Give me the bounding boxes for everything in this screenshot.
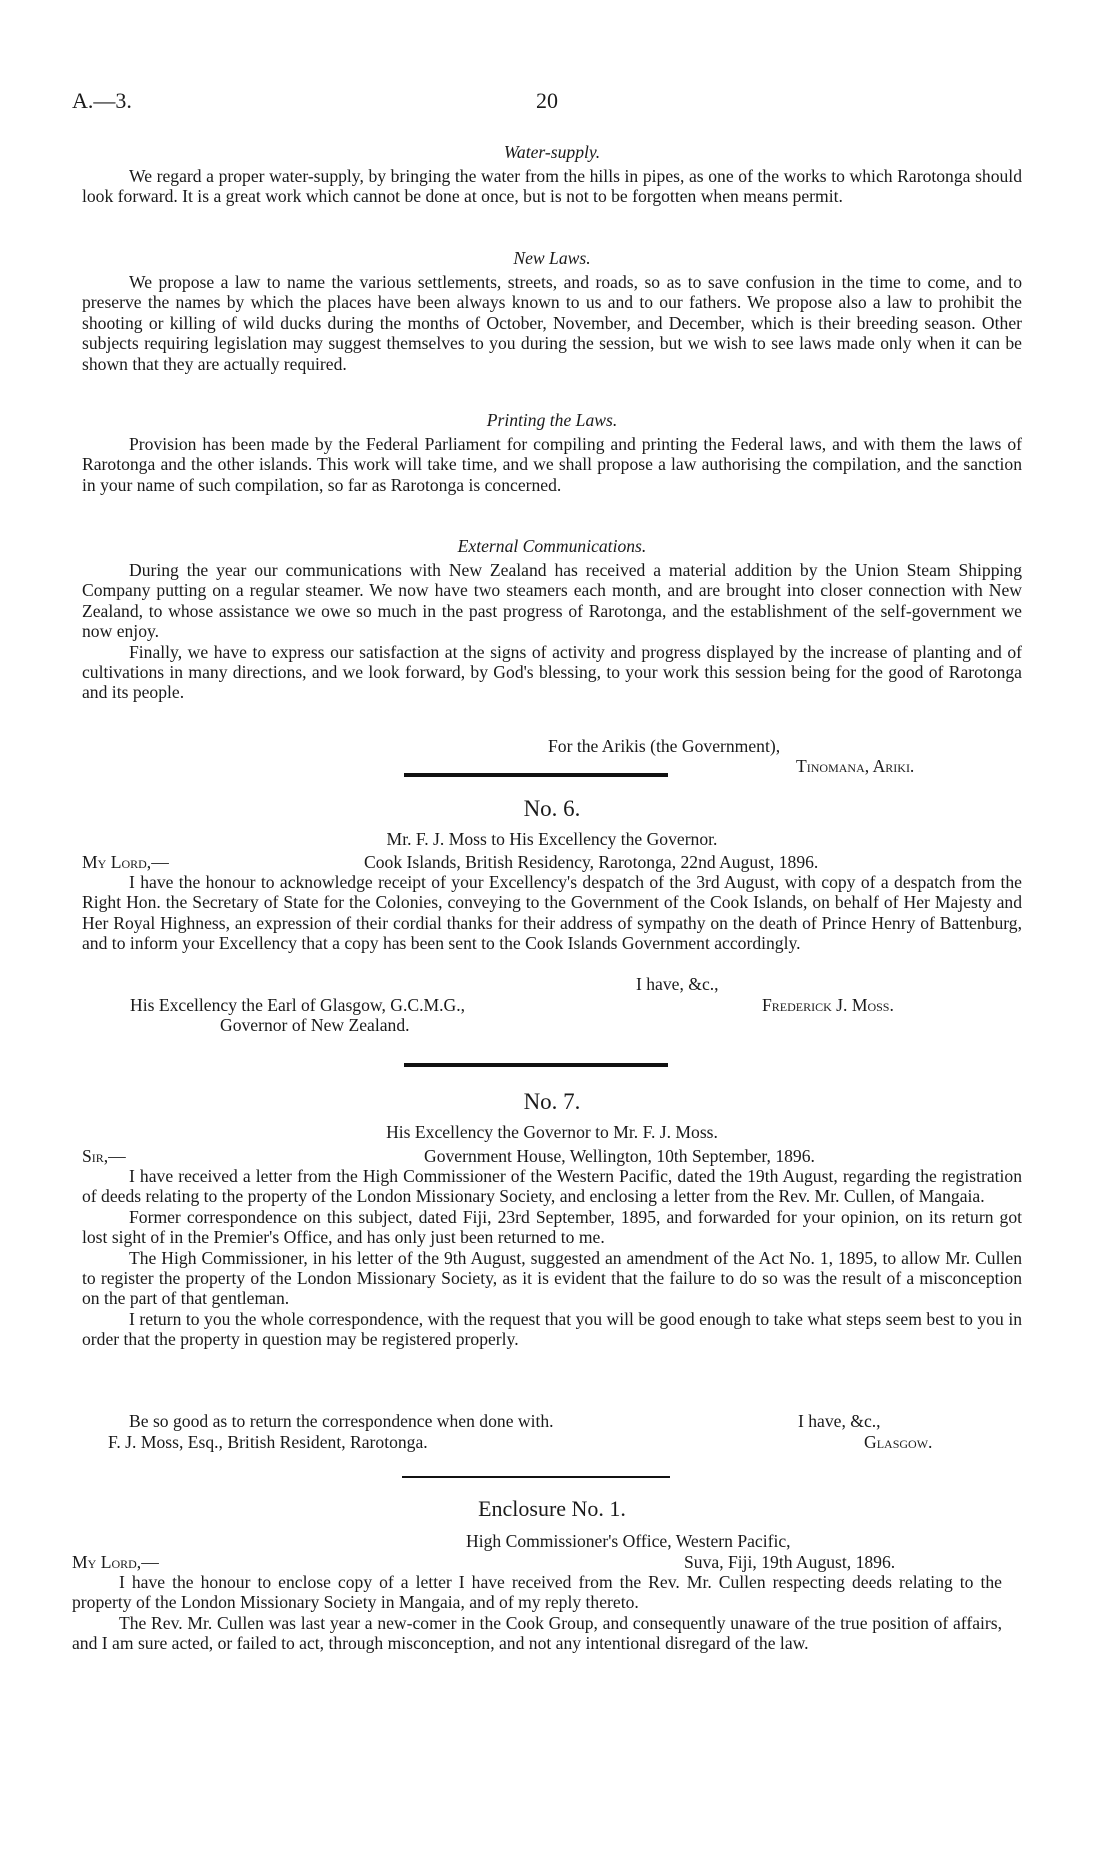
no7-closing: I have, &c., <box>798 1411 881 1431</box>
no7-signature: Glasgow. <box>864 1432 933 1452</box>
no6-place-date: Cook Islands, British Residency, Rarotonga, 22nd August, 1896. <box>364 852 819 872</box>
no7-paragraph-4: I return to you the whole correspondence, with the request that you will be good enough to take what steps seem best to you in order that the property in question may be registered properly. <box>82 1308 1022 1350</box>
no6-signature: Frederick J. Moss. <box>762 995 894 1015</box>
no7-place-date: Government House, Wellington, 10th September, 1896. <box>424 1146 815 1166</box>
no7-title <box>82 1122 1022 1143</box>
external-signature: Tinomana, Ariki. <box>796 756 915 776</box>
no6-addressee-1: His Excellency the Earl of Glasgow, G.C.M.G., <box>130 995 466 1015</box>
no7-paragraph-5: Be so good as to return the correspondence when done with. <box>129 1411 554 1431</box>
section-heading-new-laws: New Laws. <box>513 248 591 268</box>
external-paragraph-1: During the year our communications with New Zealand has received a material addition by the Union Steam Shipping Company putting on a regular steamer. We now have two steamers each month, and are brought into closer connection with New Zealand, to whose assistance we owe so much in the past progress of Rarotonga, and the establishment of the self-government we now enjoy. <box>82 560 1022 642</box>
enclosure-title: Enclosure No. 1. <box>478 1496 626 1521</box>
no6-paragraph: I have the honour to acknowledge receipt of your Excellency's despatch of the 3rd August, with copy of a despatch from the Right Hon. the Secretary of State for the Colonies, conveying to the Government of the Cook Islands, on behalf of Her Majesty and Her Royal Highness, an expression of their cordial thanks for their address of sympathy on the death of Prince Henry of Battenburg, and to inform your Excellency that a copy has been sent to the Cook Islands Government accordingly. <box>82 872 1022 954</box>
page-number: 20 <box>536 88 558 113</box>
no7-addressee: F. J. Moss, Esq., British Resident, Rarotonga. <box>108 1432 428 1452</box>
section-divider-thin <box>402 1476 670 1478</box>
water-supply-paragraph: We regard a proper water-supply, by bringing the water from the hills in pipes, as one of the works to which Rarotonga should look forward. It is a great work which cannot be done at once, but is not to be forgotten when means permit. <box>82 166 1022 207</box>
document-reference: A.—3. <box>72 88 132 113</box>
no7-paragraph-2: Former correspondence on this subject, dated Fiji, 23rd September, 1895, and forwarded for your opinion, on its return got lost sight of in the Premier's Office, and has only just been returned to me. <box>82 1206 1022 1248</box>
no6-number: No. 6. <box>523 796 581 821</box>
no7-number: No. 7. <box>523 1089 581 1114</box>
printing-laws-paragraph: Provision has been made by the Federal Parliament for compiling and printing the Federal laws, and with them the laws of Rarotonga and the other islands. This work will take time, and we shall propose a law authorising the compilation, and the sanction in your name of such compilation, so far as Rarotonga is concerned. <box>82 434 1022 495</box>
no7-salutation: Sir,— <box>82 1146 126 1166</box>
section-heading-water-supply: Water-supply. <box>503 142 601 162</box>
no6-closing: I have, &c., <box>636 974 719 994</box>
no7-title-text: His Excellency the Governor to Mr. F. J. Moss. <box>386 1122 718 1142</box>
no6-title-text: Mr. F. J. Moss to His Excellency the Governor. <box>386 829 718 849</box>
enclosure-place-date: Suva, Fiji, 19th August, 1896. <box>684 1552 896 1572</box>
no6-salutation: My Lord,— <box>82 852 169 872</box>
enclosure-paragraph-2: The Rev. Mr. Cullen was last year a new-comer in the Cook Group, and consequently unaware of the true position of affairs, and I am sure acted, or failed to act, through misconception, and not any intentional disregard of the law. <box>72 1612 1002 1654</box>
section-divider <box>404 773 668 777</box>
no6-addressee-2: Governor of New Zealand. <box>220 1015 410 1035</box>
enclosure-paragraph-1: I have the honour to enclose copy of a letter I have received from the Rev. Mr. Cullen respecting deeds relating to the property of the London Missionary Society in Mangaia, and of my reply thereto. <box>72 1572 1002 1613</box>
external-paragraph-2: Finally, we have to express our satisfaction at the signs of activity and progress displayed by the increase of planting and of cultivations in many directions, and we look forward, by God's blessing, to your work this session being for the good of Rarotonga and its people. <box>82 641 1022 703</box>
new-laws-paragraph: We propose a law to name the various settlements, streets, and roads, so as to save confusion in the time to come, and to preserve the names by which the places have been always known to us and to our fathers. We propose also a law to prohibit the shooting or killing of wild ducks during the months of October, November, and December, which is their breeding season. Other subjects requiring legislation may suggest themselves to you during the session, but we wish to see laws made only when it can be shown that they are actually required. <box>82 272 1022 374</box>
section-heading-printing-laws: Printing the Laws. <box>486 410 618 430</box>
no7-paragraph-1: I have received a letter from the High Commissioner of the Western Pacific, dated the 19th August, regarding the registration of deeds relating to the property of the London Missionary Society, and enclosing a letter from the Rev. Mr. Cullen, of Mangaia. <box>82 1166 1022 1207</box>
no7-paragraph-3: The High Commissioner, in his letter of the 9th August, suggested an amendment of the Act No. 1, 1895, to allow Mr. Cullen to register the property of the London Missionary Society, as it is evident that the failure to do so was the result of a misconception on the part of that gentleman. <box>82 1247 1022 1309</box>
enclosure-body <box>72 1572 1002 1654</box>
no6-body <box>82 872 1022 954</box>
printing-laws-section <box>82 434 1022 495</box>
no6-title <box>82 829 1022 850</box>
new-laws-section <box>82 272 1022 374</box>
external-communications-section <box>82 560 1022 703</box>
section-divider <box>404 1063 668 1067</box>
external-signoff: For the Arikis (the Government), <box>548 736 781 756</box>
no7-body <box>82 1166 1022 1350</box>
enclosure-office: High Commissioner's Office, Western Pacific, <box>466 1531 791 1551</box>
enclosure-salutation: My Lord,— <box>72 1552 159 1572</box>
section-heading-external-communications: External Communications. <box>457 536 647 556</box>
water-supply-section <box>82 166 1022 207</box>
